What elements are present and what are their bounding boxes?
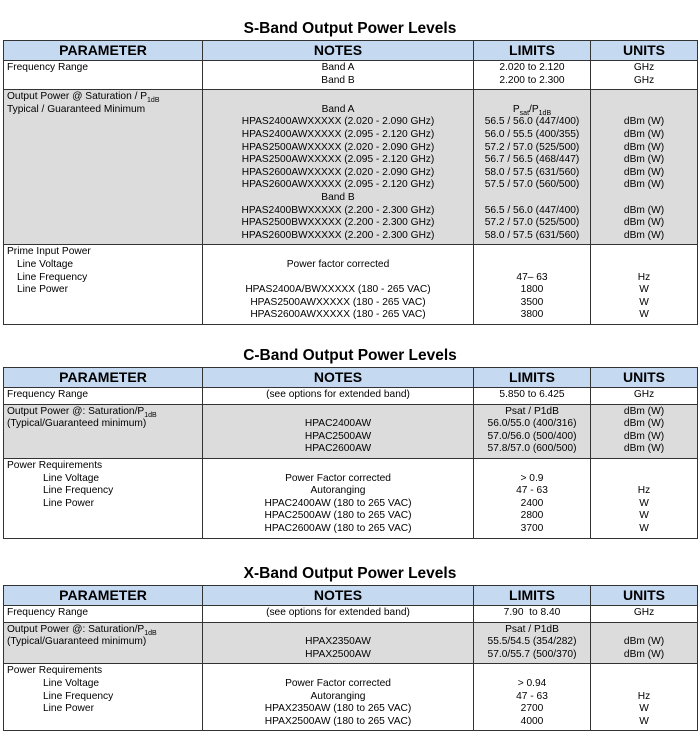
units-text: GHz [633, 389, 655, 400]
notes-text: HPAS2500AWXXXXX (180 - 265 VAC) [250, 296, 426, 308]
header-row [4, 368, 698, 388]
param-label: Line Power [43, 703, 94, 715]
notes-text: Power Factor corrected [285, 472, 391, 484]
header-parameter: PARAMETER [4, 586, 203, 606]
sband-title: S-Band Output Power Levels [243, 20, 457, 37]
limits-text: 2700 [520, 703, 544, 715]
units-text: dBm (W) [623, 141, 665, 153]
notes-text: HPAS2500AWXXXXX (2.095 - 2.120 GHz) [241, 154, 435, 166]
units-cell [591, 458, 698, 538]
notes-text: Band A [321, 103, 355, 115]
param-label: Frequency Range [7, 607, 88, 618]
param-cell [4, 622, 203, 664]
limits-text: 56.0 / 55.5 (400/355) [484, 128, 580, 140]
units-text: GHz [633, 74, 655, 86]
param-label: Output Power @: Saturation/$P_{1dB}$ [7, 405, 157, 419]
notes-text: Autoranging [310, 485, 366, 497]
units-text: W [639, 284, 649, 296]
limits-text: 57.2 / 57.0 (525/500) [484, 141, 580, 153]
sband-section [3, 18, 697, 325]
limits-text: 4000 [520, 715, 544, 727]
limits-cell [474, 245, 591, 325]
limits-text: 56.5 / 56.0 (447/400) [484, 204, 580, 216]
limits-text: 47 - 63 [516, 690, 548, 702]
notes-text: HPAS2400A/BWXXXXX (180 - 265 VAC) [245, 284, 431, 296]
units-text: Hz [637, 271, 651, 283]
units-text: dBm (W) [623, 418, 665, 430]
param-cell [4, 404, 203, 458]
notes-text: HPAX2500AW (180 to 265 VAC) [264, 715, 412, 727]
notes-text: HPAS2400AWXXXXX (2.020 - 2.090 GHz) [241, 116, 435, 128]
notes-text: HPAS2400BWXXXXX (2.200 - 2.300 GHz) [241, 204, 435, 216]
limits-text: 58.0 / 57.5 (631/560) [484, 166, 580, 178]
param-label: Line Power [17, 284, 68, 296]
notes-text [203, 91, 473, 104]
limits-text: 2.020 to 2.120 [499, 62, 565, 73]
param-cell [4, 606, 203, 623]
param-cell [4, 245, 203, 325]
param-label: Typical / Guaranteed Minimum [7, 103, 146, 115]
notes-text: HPAS2600AWXXXXX (2.095 - 2.120 GHz) [241, 179, 435, 191]
sband-prime-power-row [4, 245, 698, 325]
cband-table [3, 367, 698, 539]
limits-cell [474, 458, 591, 538]
units-text: W [639, 510, 649, 522]
param-label: Output Power @: Saturation/$P_{1dB}$ [7, 623, 157, 637]
cband-power-requirements-row [4, 458, 698, 538]
header-parameter: PARAMETER [4, 41, 203, 61]
param-label: (Typical/Guaranteed minimum) [7, 418, 147, 430]
limits-text: 57.0/56.0 (500/400) [487, 430, 577, 442]
units-cell [591, 245, 698, 325]
limits-text: 7.90 to 8.40 [503, 607, 561, 618]
xband-frequency-row [4, 606, 698, 623]
units-text: W [639, 296, 649, 308]
limits-text: 47– 63 [516, 271, 548, 283]
param-cell [4, 458, 203, 538]
header-row [4, 41, 698, 61]
header-units: UNITS [591, 368, 698, 388]
limits-text: 5.850 to 6.425 [499, 389, 565, 400]
header-units: UNITS [591, 41, 698, 61]
cband-frequency-row [4, 388, 698, 405]
cband-output-power-row [4, 404, 698, 458]
units-cell [591, 388, 698, 405]
units-text: W [639, 522, 649, 534]
notes-text: HPAS2600AWXXXXX (2.020 - 2.090 GHz) [241, 166, 435, 178]
header-limits: LIMITS [474, 41, 591, 61]
param-label: Power Requirements [7, 459, 103, 471]
limits-heading: $P_{sat}/P_{1dB}$ [512, 103, 552, 117]
notes-text: Power factor corrected [286, 258, 390, 270]
units-cell [591, 61, 698, 90]
units-text: dBm (W) [623, 217, 665, 229]
notes-cell [203, 388, 474, 405]
notes-text: HPAS2500BWXXXXX (2.200 - 2.300 GHz) [241, 217, 435, 229]
notes-text: HPAS2500AWXXXXX (2.020 - 2.090 GHz) [241, 141, 435, 153]
units-text: dBm (W) [623, 648, 665, 660]
limits-text: > 0.94 [517, 677, 547, 689]
header-notes: NOTES [203, 41, 474, 61]
limits-text: 1800 [520, 284, 544, 296]
units-text: Hz [637, 485, 651, 497]
notes-text: Power Factor corrected [285, 677, 391, 689]
xband-table [3, 585, 698, 731]
param-cell [4, 388, 203, 405]
header-notes: NOTES [203, 586, 474, 606]
units-cell [591, 622, 698, 664]
sband-frequency-row [4, 61, 698, 90]
limits-text: 2800 [520, 510, 544, 522]
limits-text: 2400 [520, 497, 544, 509]
xband-section [3, 563, 697, 731]
param-label: Line Voltage [43, 472, 100, 484]
header-notes: NOTES [203, 368, 474, 388]
units-text: W [639, 497, 649, 509]
units-cell [591, 606, 698, 623]
header-parameter: PARAMETER [4, 368, 203, 388]
limits-text: 57.5 / 57.0 (560/500) [484, 179, 580, 191]
header-limits: LIMITS [474, 368, 591, 388]
notes-text: (see options for extended band) [266, 607, 410, 618]
notes-text: HPAX2350AW (180 to 265 VAC) [264, 703, 412, 715]
limits-text [474, 192, 590, 205]
notes-text: Band B [321, 191, 355, 203]
limits-text: 57.8/57.0 (600/500) [487, 443, 577, 455]
notes-text: HPAC2500AW [304, 430, 372, 442]
param-cell [4, 61, 203, 90]
limits-cell [474, 606, 591, 623]
param-label: Line Frequency [17, 271, 88, 283]
units-text: dBm (W) [623, 166, 665, 178]
limits-text: 57.0/55.7 (500/370) [487, 648, 577, 660]
notes-text: HPAS2600AWXXXXX (180 - 265 VAC) [250, 309, 426, 321]
units-cell [591, 664, 698, 731]
header-row [4, 586, 698, 606]
units-text: W [639, 703, 649, 715]
param-label: Frequency Range [7, 62, 88, 73]
cband-section [3, 345, 697, 539]
units-text: dBm (W) [623, 154, 665, 166]
param-label: Line Frequency [43, 690, 114, 702]
units-cell [591, 90, 698, 245]
units-text: dBm (W) [623, 430, 665, 442]
limits-text [474, 91, 590, 104]
param-cell [4, 664, 203, 731]
notes-cell [203, 622, 474, 664]
notes-text: (see options for extended band) [266, 389, 410, 400]
notes-text: HPAC2400AW (180 to 265 VAC) [264, 497, 412, 509]
limits-cell [474, 90, 591, 245]
units-text: W [639, 715, 649, 727]
units-text: dBm (W) [623, 179, 665, 191]
notes-cell [203, 404, 474, 458]
param-label: Line Power [43, 497, 94, 509]
limits-heading: Psat / P1dB [505, 623, 559, 635]
notes-text: Band A [321, 62, 355, 73]
notes-cell [203, 606, 474, 623]
units-text: GHz [633, 607, 655, 618]
notes-text: HPAC2500AW (180 to 265 VAC) [264, 510, 412, 522]
header-limits: LIMITS [474, 586, 591, 606]
notes-text: HPAC2600AW [304, 443, 372, 455]
limits-cell [474, 388, 591, 405]
limits-text: 3700 [520, 522, 544, 534]
param-label: (Typical/Guaranteed minimum) [7, 636, 147, 648]
param-label: Prime Input Power [7, 246, 91, 258]
limits-text: 58.0 / 57.5 (631/560) [484, 229, 580, 241]
param-cell [4, 90, 203, 245]
header-units: UNITS [591, 586, 698, 606]
notes-text: Band B [321, 74, 355, 86]
units-text: dBm (W) [623, 443, 665, 455]
limits-text: 2.200 to 2.300 [499, 74, 565, 86]
limits-cell [474, 664, 591, 731]
units-text: dBm (W) [623, 636, 665, 648]
limits-text: 56.5 / 56.0 (447/400) [484, 116, 580, 128]
limits-text: 55.5/54.5 (354/282) [487, 636, 577, 648]
limits-cell [474, 404, 591, 458]
limits-cell [474, 622, 591, 664]
xband-power-requirements-row [4, 664, 698, 731]
notes-text: HPAX2350AW [305, 636, 371, 648]
cband-title: C-Band Output Power Levels [243, 347, 457, 364]
notes-text: Autoranging [310, 690, 366, 702]
param-label: Power Requirements [7, 665, 103, 677]
units-text: Hz [637, 690, 651, 702]
notes-cell [203, 245, 474, 325]
limits-text: > 0.9 [520, 472, 544, 484]
xband-output-power-row [4, 622, 698, 664]
limits-text: 56.7 / 56.5 (468/447) [484, 154, 580, 166]
limits-text: 57.2 / 57.0 (525/500) [484, 217, 580, 229]
param-label: Frequency Range [7, 389, 88, 400]
param-label: Line Voltage [17, 258, 74, 270]
xband-title: X-Band Output Power Levels [243, 565, 457, 582]
notes-text: HPAS2600BWXXXXX (2.200 - 2.300 GHz) [241, 229, 435, 241]
units-text: W [639, 309, 649, 321]
units-text: dBm (W) [623, 204, 665, 216]
sband-table [3, 40, 698, 325]
limits-text: 3800 [520, 309, 544, 321]
sband-output-power-row [4, 90, 698, 245]
units-text: GHz [633, 62, 655, 73]
notes-cell [203, 61, 474, 90]
notes-cell [203, 664, 474, 731]
notes-cell [203, 458, 474, 538]
notes-text: HPAX2500AW [305, 648, 371, 660]
limits-cell [474, 61, 591, 90]
limits-text: 47 - 63 [516, 485, 548, 497]
notes-text: HPAS2400AWXXXXX (2.095 - 2.120 GHz) [241, 128, 435, 140]
param-label: Line Voltage [43, 677, 100, 689]
limits-heading: Psat / P1dB [505, 405, 559, 417]
units-text: dBm (W) [623, 405, 665, 417]
limits-text: 3500 [520, 296, 544, 308]
units-cell [591, 404, 698, 458]
notes-cell [203, 90, 474, 245]
param-label: Line Frequency [43, 485, 114, 497]
units-text: dBm (W) [623, 229, 665, 241]
param-label: Output Power @ Saturation / $P_{1dB}$ [7, 91, 160, 105]
units-text: dBm (W) [623, 128, 665, 140]
notes-text: HPAC2400AW [304, 418, 372, 430]
notes-text: HPAC2600AW (180 to 265 VAC) [264, 522, 412, 534]
limits-text: 56.0/55.0 (400/316) [487, 418, 577, 430]
units-text: dBm (W) [623, 116, 665, 128]
